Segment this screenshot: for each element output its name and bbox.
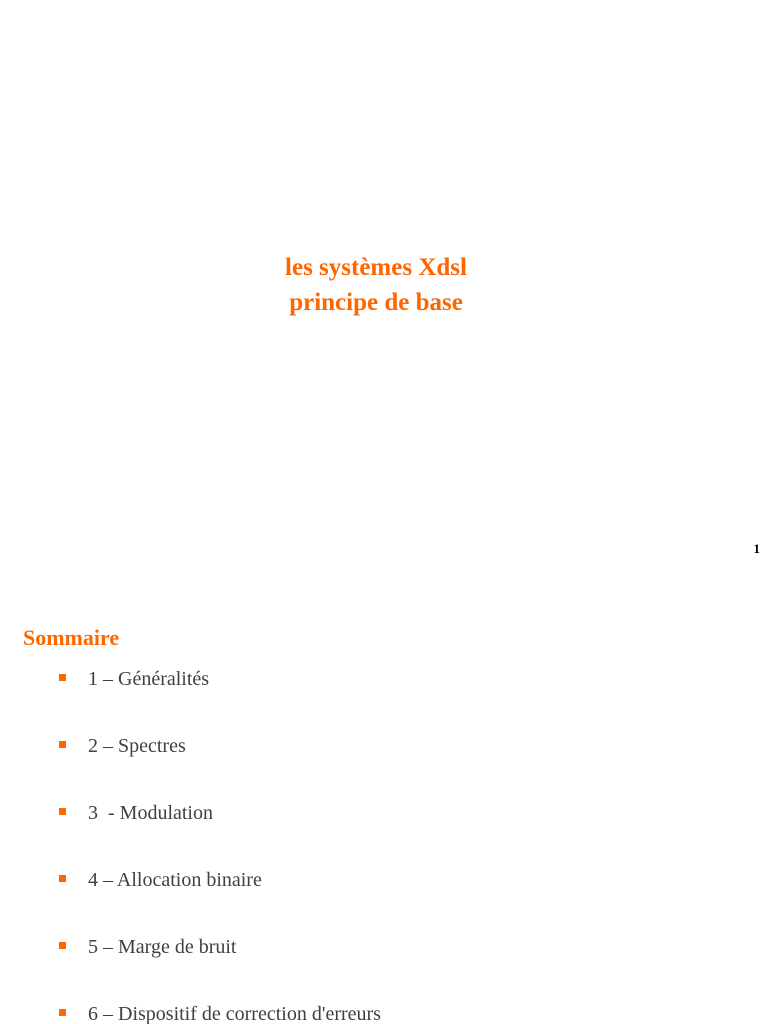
list-item-label: 1 – Généralités xyxy=(88,668,210,690)
list-item xyxy=(0,800,381,867)
square-bullet-icon xyxy=(59,808,66,815)
list-item-label: 6 – Dispositif de correction d'erreurs xyxy=(88,1003,381,1024)
list-item xyxy=(0,934,381,1001)
summary-slide xyxy=(0,576,768,1024)
page-number: 1 xyxy=(753,541,760,556)
summary-list xyxy=(0,666,381,1024)
square-bullet-icon xyxy=(59,875,66,882)
square-bullet-icon xyxy=(59,1009,66,1016)
title-line-1: les systèmes Xdsl xyxy=(285,254,467,281)
list-item-label: 2 – Spectres xyxy=(88,735,186,757)
list-item xyxy=(0,666,381,733)
list-item xyxy=(0,867,381,934)
slide-title xyxy=(0,250,752,320)
list-item xyxy=(0,733,381,800)
square-bullet-icon xyxy=(59,942,66,949)
square-bullet-icon xyxy=(59,741,66,748)
list-item-label: 5 – Marge de bruit xyxy=(88,936,237,958)
summary-heading: Sommaire xyxy=(23,625,120,650)
list-item xyxy=(0,1001,381,1024)
title-line-2: principe de base xyxy=(289,289,463,316)
list-item-label: 4 – Allocation binaire xyxy=(88,869,262,891)
list-item-label: 3 - Modulation xyxy=(88,802,213,824)
square-bullet-icon xyxy=(59,674,66,681)
